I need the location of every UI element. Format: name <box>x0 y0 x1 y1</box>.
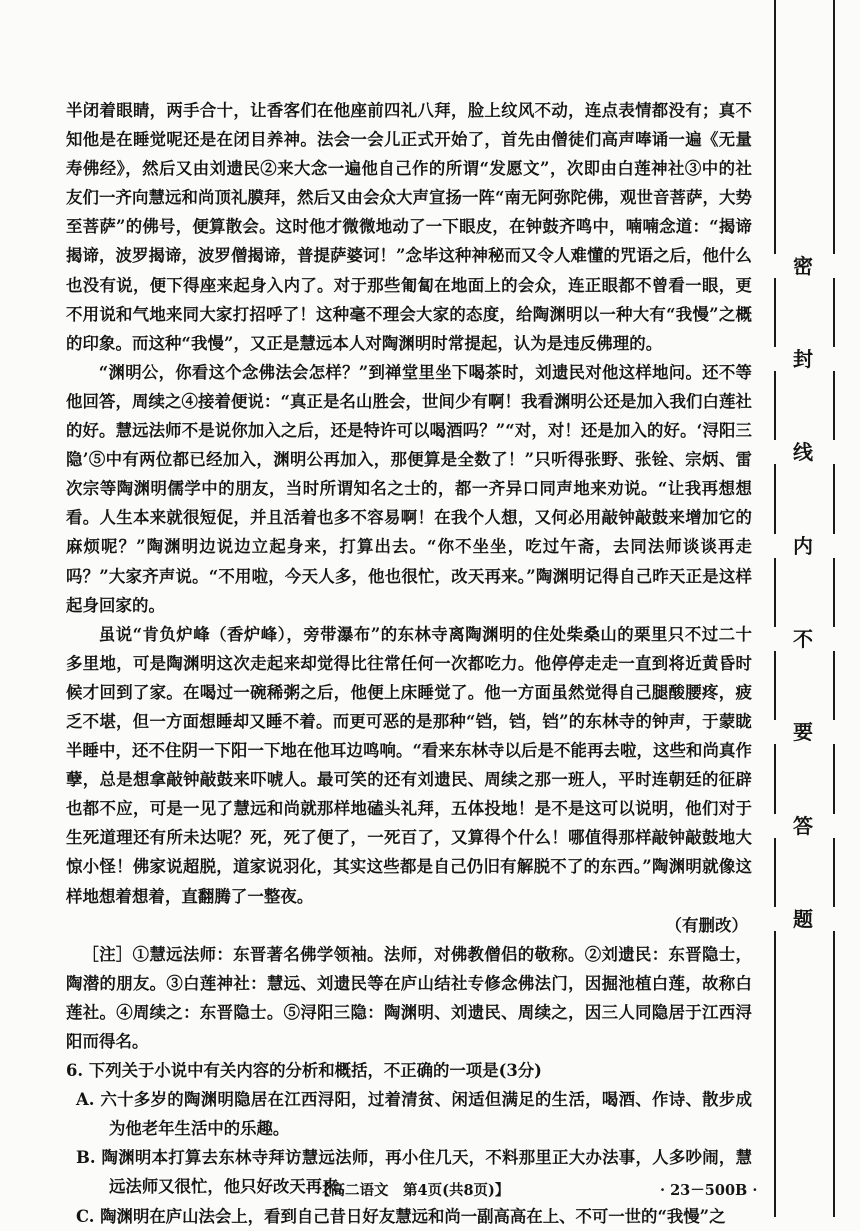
text-body <box>66 96 752 1231</box>
footer-page-label: 【高二语文 第4页(共8页)】 <box>316 1182 510 1199</box>
seal-line-text <box>768 0 838 1217</box>
paragraph-3: 虽说“肯负炉峰（香炉峰），旁带瀑布”的东林寺离陶渊明的住处柴桑山的栗里只不过二十多里地，可是陶渊明这次走起来却觉得比往常任何一次都吃力。他停停走走一直到将近黄昏时候才回到了家。在喝过一碗稀粥之后，他便上床睡觉了。他一方面虽然觉得自己腿酸腰疼，疲乏不堪，但一方面想睡却又睡不着。而更可恶的是那种“铛，铛，铛”的东林寺的钟声，于蒙眬半睡中，还不住阴一下阳一下地在他耳边鸣响。“看来东林寺以后是不能再去啦，这些和尚真作孽，总是想拿敲钟敲鼓来吓唬人。最可笑的还有刘遗民、周续之那一班人，平时连朝廷的征辟也都不应，可是一见了慧远和尚就那样地磕头礼拜，五体投地！是不是这可以说明，他们对于生死道理还有所未达呢？死，死了便了，一死百了，又算得个什么！哪值得那样敲钟敲鼓地大惊小怪！佛家说超脱，道家说羽化，其实这些都是自己仍旧有解脱不了的东西。”陶渊明就像这样地想着想着，直翻腾了一整夜。 <box>66 624 752 906</box>
binding-strip <box>768 0 838 1217</box>
option-c: C. 陶渊明在庐山法会上，看到自己昔日好友慧远和尚一副高高在上、不可一世的“我慢”之 <box>76 1206 726 1226</box>
option-b: B. 陶渊明本打算去东林寺拜访慧远法师，再小住几天，不料那里正大办法事，人多吵闹，慧远法师又很忙，他只好改天再来。 <box>76 1148 752 1197</box>
seal-char-3: 线 <box>770 440 836 464</box>
seal-char-4: 内 <box>770 534 836 558</box>
seal-char-7: 答 <box>770 814 836 838</box>
seal-char-6: 要 <box>770 720 836 744</box>
seal-char-1: 密 <box>770 254 836 278</box>
seal-char-5: 不 <box>770 627 836 651</box>
footer-exam-code: · 23－500B · <box>660 1182 758 1199</box>
seal-char-8: 题 <box>770 907 836 931</box>
page-footer <box>0 1179 860 1205</box>
source-note: （有删改） <box>665 915 748 935</box>
annotation-notes: ［注］①慧远法师：东晋著名佛学领袖。法师，对佛教僧侣的敬称。②刘遗民：东晋隐士，陶潜的朋友。③白莲神社：慧远、刘遗民等在庐山结社专修念佛法门，因掘池植白莲，故称白莲社。④周续之：东晋隐士。⑤浔阳三隐：陶渊明、刘遗民、周续之，因三人同隐居于江西浔阳而得名。 <box>66 944 752 1051</box>
question-stem: 6. 下列关于小说中有关内容的分析和概括，不正确的一项是(3分) <box>66 1061 542 1081</box>
seal-char-2: 封 <box>770 347 836 371</box>
paragraph-2: “渊明公，你看这个念佛法会怎样？”到禅堂里坐下喝茶时，刘遗民对他这样地问。还不等他回答，周续之④接着便说：“真正是名山胜会，世间少有啊！我看渊明公还是加入我们白莲社的好。慧远法师不是说你加入之后，还是特许可以喝酒吗？”“对，对！还是加入的好。‘浔阳三隐’⑤中有两位都已经加入，渊明公再加入，那便算是全数了！”只听得张野、张铨、宗炳、雷次宗等陶渊明儒学中的朋友，当时所谓知名之士的，都一齐异口同声地来劝说。“让我再想想看。人生本来就很短促，并且活着也多不容易啊！在我个人想，又何必用敲钟敲鼓来增加它的麻烦呢？”陶渊明边说边立起身来，打算出去。“你不坐坐，吃过午斋，去同法师谈谈再走吗？”大家齐声说。“不用啦，今天人多，他也很忙，改天再来。”陶渊明记得自己昨天正是这样起身回家的。 <box>66 362 752 615</box>
paragraph-1: 半闭着眼睛，两手合十，让香客们在他座前四礼八拜，脸上纹风不动，连点表情都没有；真不知他是在睡觉呢还是在闭目养神。法会一会儿正式开始了，首先由僧徒们高声唪诵一遍《无量寿佛经》，然后又由刘遗民②来大念一遍他自己作的所谓“发愿文”，次即由白莲神社③中的社友们一齐向慧远和尚顶礼膜拜，然后又由会众大声宣扬一阵“南无阿弥陀佛，观世音菩萨，大势至菩萨”的佛号，便算散会。这时他才微微地动了一下眼皮，在钟鼓齐鸣中，喃喃念道：“揭谛揭谛，波罗揭谛，波罗僧揭谛，普提萨婆诃！”念毕这种神秘而又令人难懂的咒语之后，他什么也没有说，便下得座来起身入内了。对于那些匍匐在地面上的会众，连正眼都不曾看一眼，更不用说和气地来同大家打招呼了！这种毫不理会大家的态度，给陶渊明以一种大有“我慢”之概的印象。而这种“我慢”，又正是慧远本人对陶渊明时常提起，认为是违反佛理的。 <box>66 101 752 353</box>
option-a: A. 六十多岁的陶渊明隐居在江西浔阳，过着清贫、闲适但满足的生活，喝酒、作诗、散步成为他老年生活中的乐趣。 <box>76 1090 752 1139</box>
